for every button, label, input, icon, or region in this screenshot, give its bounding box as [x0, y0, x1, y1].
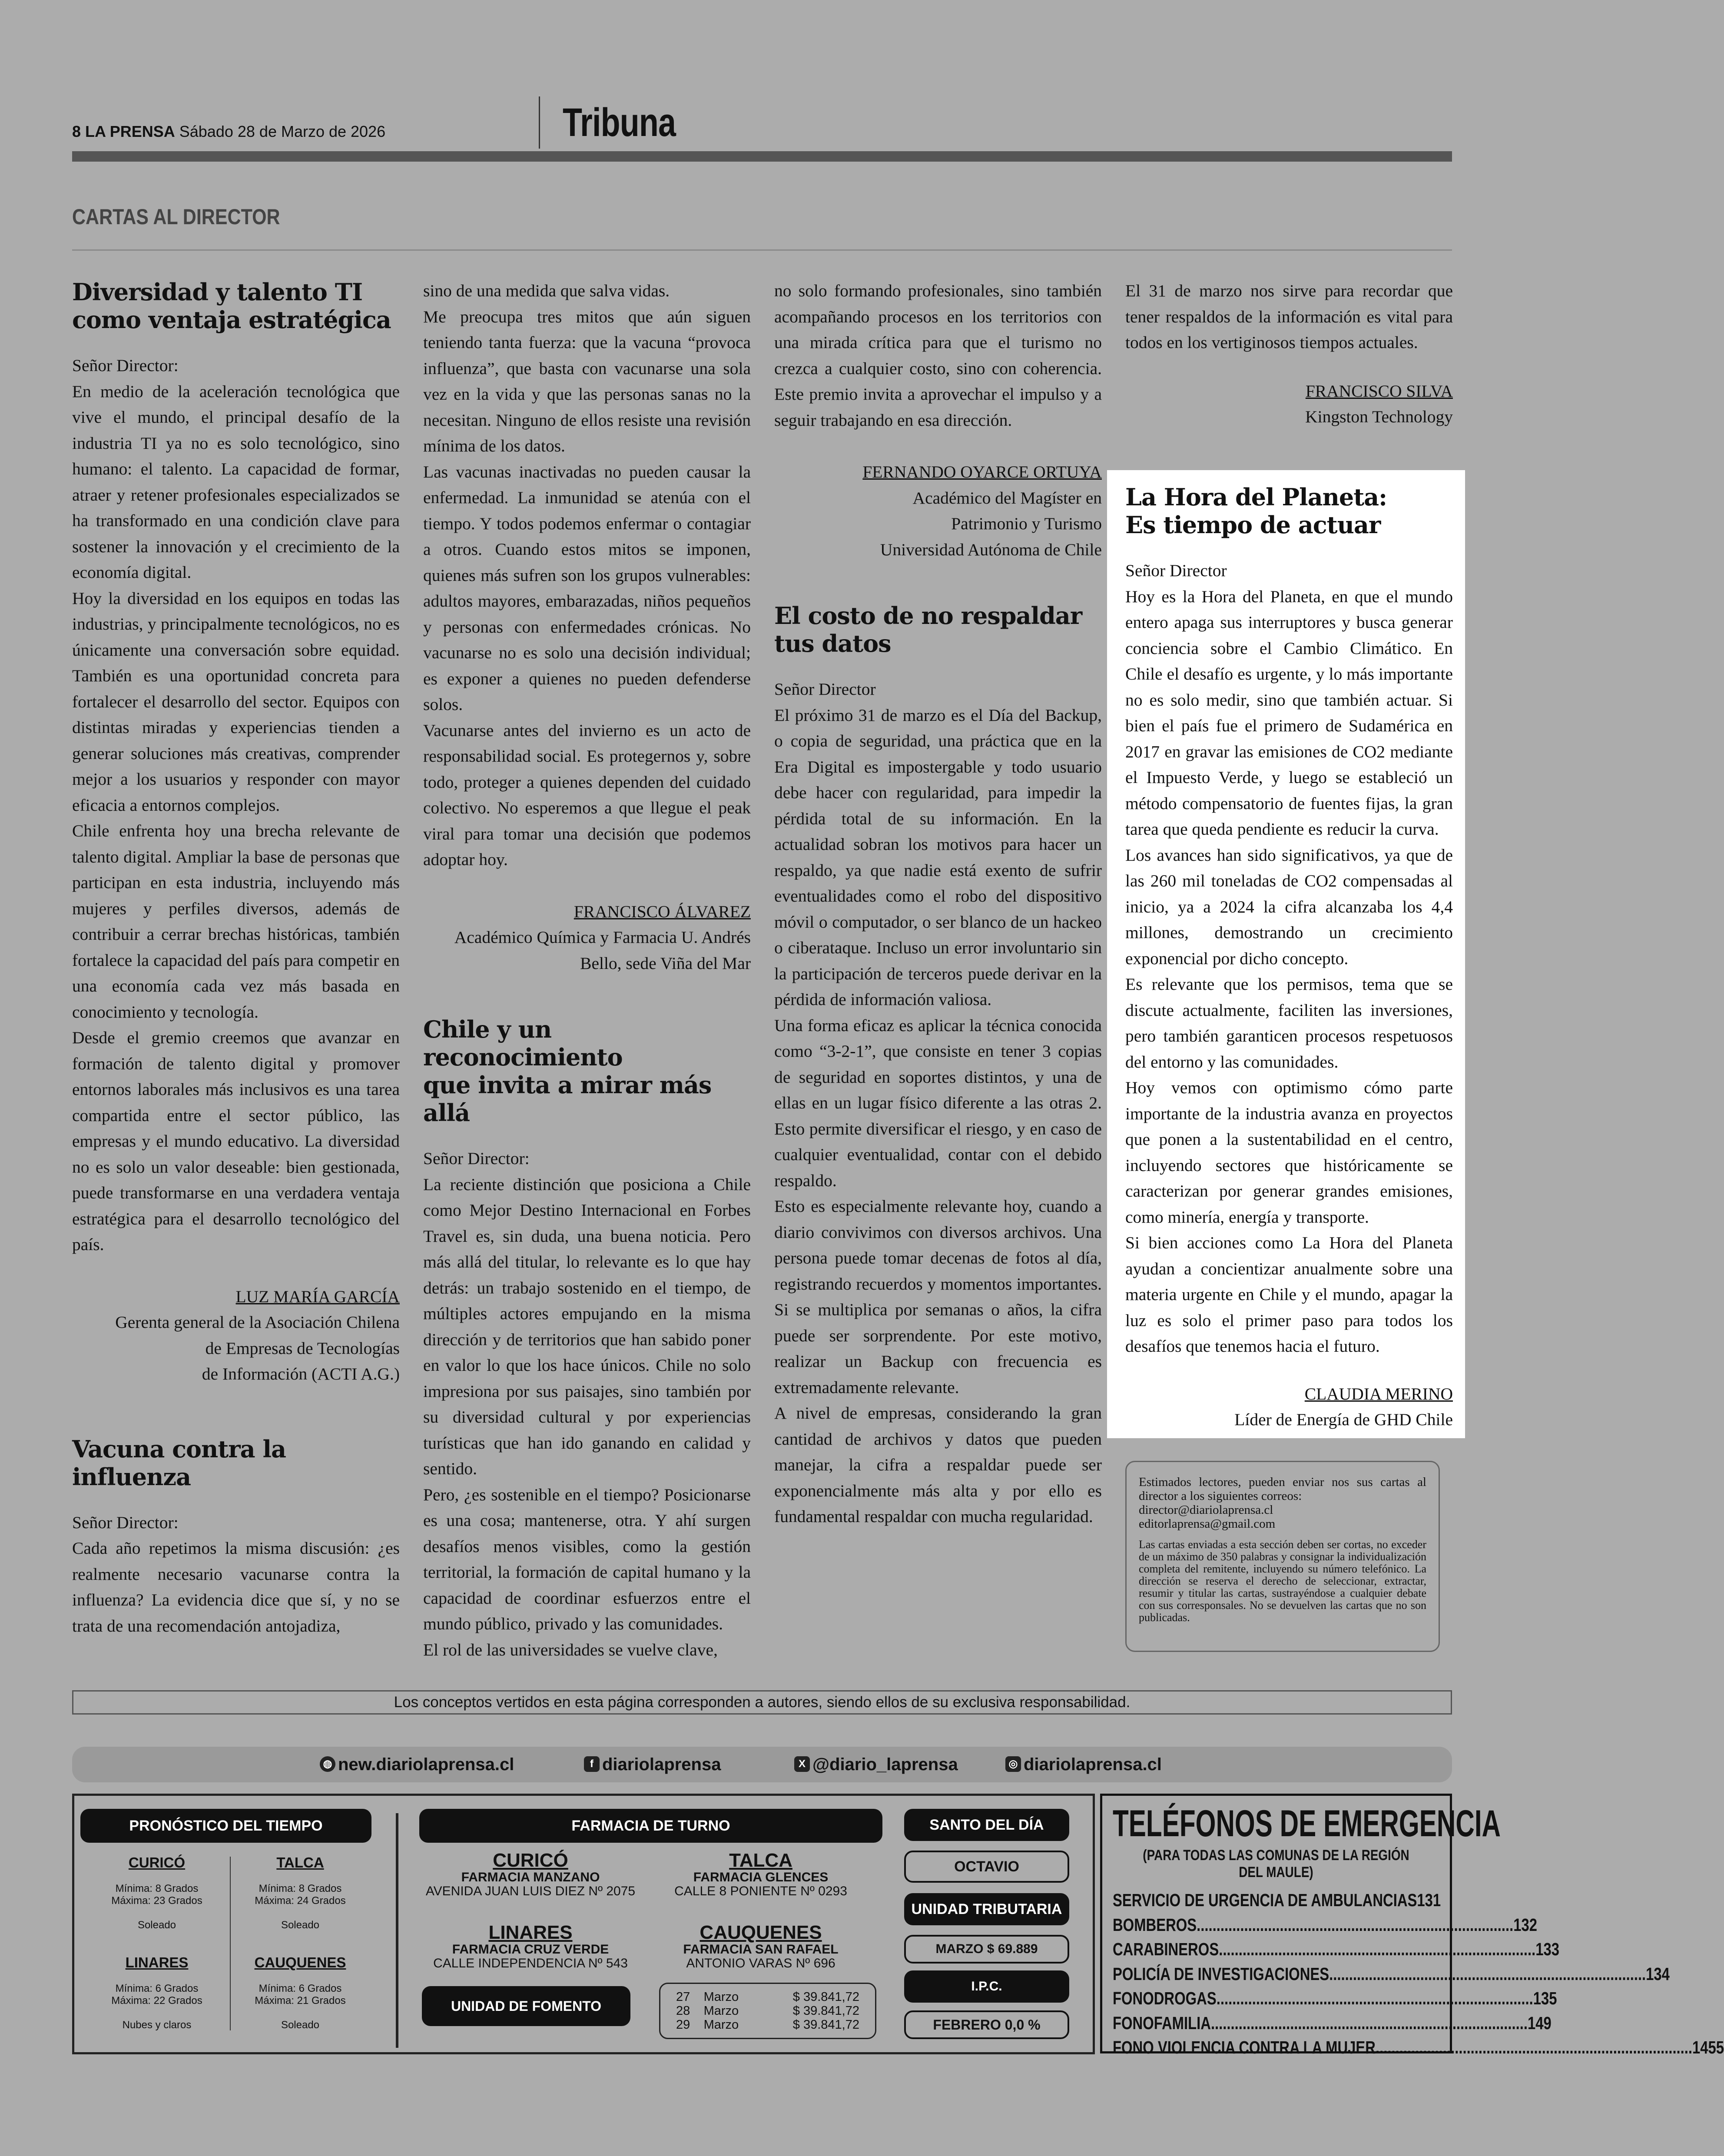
greeting: Señor Director:	[423, 1149, 530, 1168]
letter-title-talento	[72, 278, 400, 334]
table-row	[673, 2004, 862, 2018]
emergency-service: FONOFAMILIA	[1113, 2013, 1211, 2033]
email-link[interactable]: director@diariolaprensa.cl	[1139, 1503, 1273, 1517]
temp-min: Mínima: 6 Grados	[259, 1983, 342, 1994]
column-2	[423, 278, 751, 1663]
emergency-row	[1113, 2011, 1552, 2036]
signature-block	[1125, 1381, 1453, 1433]
ipc-label: I.P.C.	[904, 1970, 1069, 2003]
pharmacy-city: CAUQUENES	[700, 1922, 822, 1943]
emergency-number[interactable]: 149	[1527, 2013, 1552, 2033]
emergency-row	[1113, 1888, 1439, 1913]
temp-max: Máxima: 24 Grados	[255, 1895, 346, 1907]
paragraph: Si bien acciones como La Hora del Planeta ayudan a concientizar anualmente sobre una materia urgente en Chile y el mundo, apagar la luz es solo el primer paso para todos los desafíos que tenemos hacia el futuro.	[1125, 1233, 1453, 1356]
column-1	[72, 278, 400, 1639]
paragraph: Chile enfrenta hoy una brecha relevante de talento digital. Ampliar la base de personas que participan en esta industria, incluyendo más mujeres y perfiles diversos, además de contribuir a cerrar brechas históricas, también fortalece la capacidad del país para competir en una economía cada vez más basada en conocimiento y tecnología.	[72, 821, 400, 1022]
signature-name: CLAUDIA MERINO	[1304, 1384, 1453, 1403]
social-web-label: new.diariolaprensa.cl	[338, 1755, 514, 1774]
pharmacy-item	[418, 1923, 643, 1970]
signature-name: LUZ MARÍA GARCÍA	[235, 1287, 400, 1306]
uf-value: $ 39.841,72	[792, 1990, 859, 2004]
section-title: Tribuna	[563, 100, 676, 145]
pharmacy-item	[648, 1923, 874, 1970]
weather-state: Soleado	[137, 1919, 176, 1931]
paragraph: Pero, ¿es sostenible en el tiempo? Posicionarse es una cosa; mantenerse, otra. Y ahí surgen desafíos menos visibles, como la gestión territorial, la formación de capital humano y la capacidad de coordinar esfuerzos entre el mundo público, privado y las comunidades.	[423, 1485, 751, 1633]
greeting: Señor Director:	[72, 356, 179, 375]
emergency-row	[1113, 2035, 1724, 2060]
social-x-label: @diario_laprensa	[812, 1755, 958, 1774]
pharmacy-name: FARMACIA CRUZ VERDE	[452, 1942, 609, 1957]
temp-min: Mínima: 8 Grados	[115, 1883, 199, 1894]
ipc-value: FEBRERO 0,0 %	[904, 2010, 1069, 2039]
title-line: Diversidad y talento TI	[72, 278, 363, 306]
paragraph: El 31 de marzo nos sirve para recordar que tener respaldos de la información es vital para todos en los vertiginosos tiempos actuales.	[1125, 281, 1453, 352]
emergency-row	[1113, 1986, 1557, 2011]
emergency-number[interactable]: 134	[1646, 1964, 1670, 1984]
greeting: Señor Director:	[72, 1513, 179, 1532]
weather-state: Soleado	[281, 1919, 320, 1931]
leader-dots: ................................................................................	[1216, 1988, 1533, 2008]
uf-month: Marzo	[703, 1990, 739, 2004]
pharmacy-heading: FARMACIA DE TURNO	[419, 1809, 882, 1843]
signature-name: FERNANDO OYARCE ORTUYA	[862, 462, 1102, 481]
signature-name: FRANCISCO SILVA	[1305, 381, 1453, 401]
emergency-number[interactable]: 131	[1417, 1890, 1441, 1910]
pharmacy-city: LINARES	[488, 1922, 573, 1943]
leader-dots: ................................................................................	[1329, 1964, 1646, 1984]
uf-month: Marzo	[703, 2018, 739, 2032]
emergency-service: FONODROGAS	[1113, 1988, 1217, 2008]
saint-label: SANTO DEL DÍA	[904, 1809, 1069, 1841]
uf-day: 27	[676, 1990, 690, 2004]
info-intro: Estimados lectores, pueden enviar nos sus cartas al director a los siguientes correos:	[1139, 1475, 1426, 1503]
x-icon: X	[794, 1756, 810, 1772]
emergency-title: TELÉFONOS DE EMERGENCIA	[1113, 1803, 1501, 1844]
signature-role: Patrimonio y Turismo	[951, 514, 1102, 533]
pharmacy-address: ANTONIO VARAS Nº 696	[686, 1956, 835, 1970]
signature-name: FRANCISCO ÁLVAREZ	[574, 902, 751, 921]
header-divider	[539, 96, 540, 149]
disclaimer: Los conceptos vertidos en esta página corresponden a autores, siendo ellos de su exclusiva responsabilidad.	[72, 1690, 1452, 1715]
temp-max: Máxima: 23 Grados	[111, 1895, 202, 1907]
strip-divider	[396, 1813, 398, 2048]
pharmacy-item	[648, 1851, 874, 1898]
paragraph: Esto es especialmente relevante hoy, cuando a diario convivimos con diversos archivos. Una persona puede tomar decenas de fotos al día, registrando recuerdos y momentos importantes. Si se multiplica por semanas o años, la cifra puede ser sorprendente. Por este motivo, realizar un Backup con frecuencia es extremadamente relevante.	[774, 1197, 1102, 1397]
title-line: El costo de no respaldar	[774, 602, 1082, 630]
paragraph: La reciente distinción que posiciona a Chile como Mejor Destino Internacional en Forbes Travel es, sin duda, una buena noticia. Pero más allá del titular, lo relevante es lo que hay detrás: un trabajo sostenido en el tiempo, de múltiples actores empujando en la misma dirección y de territorios que han sabido poner en valor lo que los hace únicos. Chile no solo impresiona por sus paisajes, sino también por su diversidad cultural y por experiencias turísticas que han ido ganando en calidad y sentido.	[423, 1174, 751, 1478]
title-line: que invita a mirar más allá	[423, 1071, 712, 1127]
paragraph: no solo formando profesionales, sino también acompañando procesos en los territorios con una mirada crítica para que el turismo no crezca a cualquier costo, sino con coherencia. Este premio invita a aprovechar el impulso y a seguir trabajando en esa dirección.	[774, 281, 1102, 430]
title-line: Es tiempo de actuar	[1125, 511, 1381, 539]
paragraph: Los avances han sido significativos, ya que de las 260 mil toneladas de CO2 compensadas al inicio, ya a 2024 la cifra alcanzaba los 4,4 millones, demostrando un crecimiento exponencial por dicho concepto.	[1125, 845, 1453, 968]
emergency-number[interactable]: 132	[1513, 1914, 1537, 1935]
letter-title-planeta	[1125, 483, 1453, 539]
signature-block	[423, 899, 751, 977]
paragraph: sino de una medida que salva vidas.	[423, 281, 670, 300]
emergency-row	[1113, 1913, 1537, 1937]
signature-block	[774, 459, 1102, 563]
temp-min: Mínima: 6 Grados	[115, 1983, 199, 1994]
emergency-number[interactable]: 1455	[1692, 2037, 1724, 2057]
paragraph: El rol de las universidades se vuelve clave,	[423, 1640, 718, 1659]
temp-min: Mínima: 8 Grados	[259, 1883, 342, 1894]
header-bar	[72, 151, 1452, 162]
paragraph: Cada año repetimos la misma discusión: ¿es realmente necesario vacunarse contra la influenza? La evidencia dice que sí, y no se trata de una recomendación antojadiza,	[72, 1539, 400, 1635]
paragraph: Es relevante que los permisos, tema que se discute actualmente, faciliten las inversiones, pero también garanticen procesos respetuosos del entorno y las comunidades.	[1125, 975, 1453, 1071]
weather-heading: PRONÓSTICO DEL TIEMPO	[80, 1809, 371, 1843]
greeting: Señor Director	[774, 680, 876, 699]
services-strip	[72, 1794, 1095, 2054]
social-bar	[72, 1747, 1452, 1782]
title-line: tus datos	[774, 630, 891, 657]
paragraph: Desde el gremio creemos que avanzar en formación de talento digital y promover entornos laborales más inclusivos es una tarea compartida entre el sector público, las empresas y el mundo educativo. La diversidad no es solo un valor deseable: bien gestionada, puede transformarse en una verdadera ventaja estratégica para el desarrollo tecnológico del país.	[72, 1028, 400, 1254]
utm-value: MARZO $ 69.889	[904, 1935, 1069, 1964]
pharmacy-item	[418, 1851, 643, 1898]
uf-day: 29	[676, 2018, 690, 2032]
weather-city	[235, 1854, 365, 1931]
signature-role: Gerenta general de la Asociación Chilena	[115, 1313, 400, 1332]
pharmacy-city: TALCA	[729, 1850, 792, 1871]
weather-city	[235, 1954, 365, 2031]
social-instagram[interactable]	[1005, 1747, 1162, 1782]
city-name: CURICÓ	[128, 1854, 186, 1871]
greeting: Señor Director	[1125, 561, 1227, 580]
submission-info-box	[1125, 1461, 1440, 1652]
weather-divider	[230, 1857, 231, 2030]
emergency-phones	[1100, 1794, 1724, 2057]
pharmacy-address: CALLE INDEPENDENCIA Nº 543	[433, 1956, 628, 1970]
social-facebook[interactable]	[584, 1747, 721, 1782]
paper-name: LA PRENSA	[85, 123, 175, 140]
paragraph: El próximo 31 de marzo es el Día del Backup, o copia de seguridad, una práctica que en la Era Digital es impostergable y todo usuario debe hacer con regularidad, para impedir la pérdida total de su información. En la actualidad sobran los motivos para hacer un respaldo, ya que nadie está exento de sufrir eventualidades como el robo del dispositivo móvil o computador, o ser blanco de un hackeo o ciberataque. Incluso un error involuntario sin la participación de terceros puede derivar en la pérdida de información valiosa.	[774, 705, 1102, 1009]
section-label: CARTAS AL DIRECTOR	[72, 205, 280, 229]
paragraph: Hoy es la Hora del Planeta, en que el mundo entero apaga sus interruptores y busca generar conciencia sobre el Cambio Climático. En Chile el desafío es urgente, y lo más importante no es solo medir, sino que también actuar. Si bien el país fue el primero de Sudamérica en 2017 en gravar las emisiones de CO2 mediante el Impuesto Verde, y luego se estableció un método compensatorio de fuentes fijas, la gran tarea que queda pendiente es reducir la curva.	[1125, 587, 1453, 839]
city-name: LINARES	[125, 1954, 189, 1970]
paragraph: Vacunarse antes del invierno es un acto de responsabilidad social. Es protegernos y, sobre todo, proteger a quienes dependen del cuidado colectivo. No esperemos a que llegue el peak viral para tomar una decisión que podemos adoptar hoy.	[423, 720, 751, 869]
signature-role: de Información (ACTI A.G.)	[202, 1364, 400, 1383]
title-line: Chile y un reconocimiento	[423, 1015, 623, 1071]
instagram-icon: ◎	[1005, 1756, 1021, 1772]
section-rule	[72, 249, 1452, 251]
pharmacy-city: CURICÓ	[493, 1850, 568, 1871]
table-row	[673, 2018, 862, 2032]
weather-state: Soleado	[281, 2019, 320, 2031]
signature-role: de Empresas de Tecnologías	[205, 1338, 400, 1358]
city-name: CAUQUENES	[254, 1954, 346, 1970]
column-3	[774, 278, 1102, 1530]
letter-title-respaldo	[774, 602, 1102, 657]
paragraph: Las vacunas inactivadas no pueden causar la enfermedad. La inmunidad se atenúa con el tiempo. Y todos podemos enfermar o contagiar a otros. Cuando estos mitos se imponen, quienes más sufren son los grupos vulnerables: adultos mayores, embarazadas, niños pequeños y personas con enfermedades crónicas. No vacunarse no es solo una decisión individual; es exponer a quienes no pueden defenderse solos.	[423, 462, 751, 714]
temp-max: Máxima: 21 Grados	[255, 1995, 346, 2007]
uf-value: $ 39.841,72	[792, 2004, 859, 2018]
signature-role: Académico Química y Farmacia U. Andrés	[454, 928, 751, 947]
page-header-info	[72, 123, 385, 141]
column-4	[1125, 278, 1453, 430]
signature-block	[72, 1284, 400, 1387]
letter-title-vacuna: Vacuna contra la influenza	[72, 1435, 286, 1491]
paragraph: Me preocupa tres mitos que aún siguen teniendo tanta fuerza: que la vacuna “provoca influenza”, que basta con vacunarse una sola vez en la vida y que las personas sanas no la necesitan. Ninguno de ellos resiste una revisión mínima de los datos.	[423, 307, 751, 455]
uf-table	[659, 1983, 876, 2039]
paragraph: Hoy la diversidad en los equipos en todas las industrias, y principalmente tecnológicos, no es únicamente una conversación sobre equidad. También es una oportunidad concreta para fortalecer el desarrollo del sector. Equipos con distintas miradas y experiencias tienden a generar soluciones más creativas, comprender mejor a los usuarios y responder con mayor eficacia a entornos complejos.	[72, 588, 400, 815]
globe-icon: ◍	[320, 1756, 335, 1772]
leader-dots: ................................................................................	[1197, 1914, 1514, 1935]
social-x[interactable]	[794, 1747, 958, 1782]
info-rules: Las cartas enviadas a esta sección deben ser cortas, no exceder de un máximo de 350 palabras y consignar la individualización completa del remitente, incluyendo su número telefónico. La dirección se reserva el derecho de seleccionar, extractar, resumir y titular las cartas, sustrayéndose a cualquier debate con sus corresponsales. No se devuelven las cartas que no son publicadas.	[1139, 1538, 1426, 1624]
signature-role: Académico del Magíster en	[912, 488, 1102, 507]
weather-city	[92, 1854, 222, 1931]
emergency-row	[1113, 1937, 1559, 1962]
leader-dots: ................................................................................	[1375, 2037, 1693, 2057]
emergency-row	[1113, 1962, 1670, 1987]
uf-month: Marzo	[703, 2004, 739, 2018]
paragraph: En medio de la aceleración tecnológica que vive el mundo, el principal desafío de la industria TI ya no es solo tecnológico, sino humano: el talento. La capacidad de formar, atraer y retener profesionales especializados se ha transformado en una condición clave para sostener la innovación y el crecimiento de la economía digital.	[72, 381, 400, 582]
table-row	[673, 1990, 862, 2004]
uf-value: $ 39.841,72	[792, 2018, 859, 2032]
leader-dots: ................................................................................	[1219, 1939, 1536, 1959]
emergency-number[interactable]: 135	[1533, 1988, 1557, 2008]
weather-state: Nubes y claros	[122, 2019, 192, 2031]
city-name: TALCA	[276, 1854, 324, 1871]
pharmacy-name: FARMACIA SAN RAFAEL	[683, 1942, 839, 1957]
social-instagram-label: diariolaprensa.cl	[1024, 1755, 1162, 1774]
uf-day: 28	[676, 2004, 690, 2018]
email-link[interactable]: editorlaprensa@gmail.com	[1139, 1517, 1276, 1531]
temp-max: Máxima: 22 Grados	[111, 1995, 202, 2007]
emergency-subtitle: (PARA TODAS LAS COMUNAS DE LA REGIÓN DEL MAULE)	[1143, 1847, 1409, 1881]
paragraph: Hoy vemos con optimismo cómo parte importante de la industria avanza en proyectos que ponen a la sustentabilidad en el centro, incluyendo sectores que históricamente se caracterizan por generar grandes emisiones, como minería, energía y transporte.	[1125, 1078, 1453, 1227]
paragraph: A nivel de empresas, considerando la gran cantidad de archivos y datos que pueden manejar, la cifra a respaldar puede ser exponencialmente más alta y por ello es fundamental respaldar con mucha regularidad.	[774, 1403, 1102, 1526]
signature-role: Kingston Technology	[1305, 407, 1453, 426]
signature-block	[1125, 378, 1453, 430]
featured-letter-box	[1107, 470, 1465, 1438]
social-facebook-label: diariolaprensa	[602, 1755, 721, 1774]
pharmacy-name: FARMACIA GLENCES	[693, 1870, 829, 1884]
info-text	[1139, 1475, 1426, 1531]
title-line: como ventaja estratégica	[72, 306, 391, 334]
signature-role: Bello, sede Viña del Mar	[580, 953, 751, 973]
weather-city	[92, 1954, 222, 2031]
title-line: La Hora del Planeta:	[1125, 483, 1387, 511]
pharmacy-address: CALLE 8 PONIENTE Nº 0293	[674, 1884, 847, 1898]
signature-role: Líder de Energía de GHD Chile	[1234, 1410, 1453, 1429]
utm-label: UNIDAD TRIBUTARIA	[904, 1893, 1069, 1925]
emergency-service: CARABINEROS	[1113, 1939, 1219, 1959]
uf-label: UNIDAD DE FOMENTO	[422, 1986, 630, 2026]
paragraph: Una forma eficaz es aplicar la técnica conocida como “3-2-1”, que consiste en tener 3 copias de seguridad en soportes distintos, y una de ellas en un lugar físico diferente a las otras 2. Esto permite diversificar el riesgo, y en caso de cualquier eventualidad, contar con el debido respaldo.	[774, 1015, 1102, 1190]
letter-title-chile	[423, 1015, 751, 1127]
emergency-number[interactable]: 133	[1535, 1939, 1559, 1959]
social-web[interactable]	[320, 1747, 514, 1782]
emergency-service: POLICÍA DE INVESTIGACIONES	[1113, 1964, 1329, 1984]
pharmacy-address: AVENIDA JUAN LUIS DIEZ Nº 2075	[425, 1884, 636, 1898]
pharmacy-name: FARMACIA MANZANO	[461, 1870, 600, 1884]
emergency-service: FONO VIOLENCIA CONTRA LA MUJER	[1113, 2037, 1376, 2057]
emergency-service: BOMBEROS	[1113, 1914, 1197, 1935]
signature-role: Universidad Autónoma de Chile	[880, 540, 1102, 559]
emergency-service: SERVICIO DE URGENCIA DE AMBULANCIAS	[1113, 1890, 1417, 1910]
issue-date: Sábado 28 de Marzo de 2026	[179, 123, 386, 140]
saint-value: OCTAVIO	[904, 1851, 1069, 1883]
facebook-icon: f	[584, 1756, 600, 1772]
leader-dots: ................................................................................	[1210, 2013, 1528, 2033]
page-number: 8	[72, 123, 81, 140]
